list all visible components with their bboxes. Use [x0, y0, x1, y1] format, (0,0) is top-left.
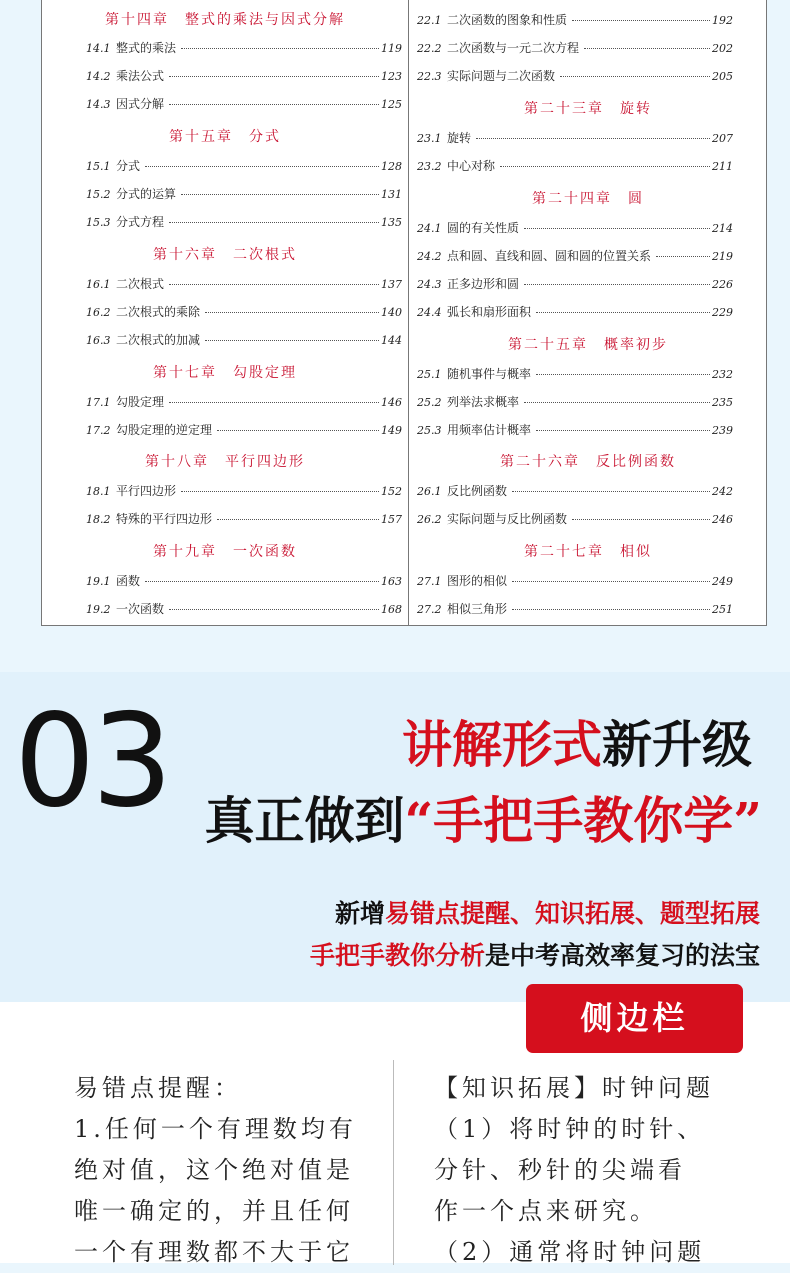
page-number: 192 — [712, 14, 733, 27]
section-number: 22.2 — [417, 42, 442, 55]
section-number: 15.1 — [86, 160, 111, 173]
section-title: 乘法公式 — [116, 69, 165, 83]
section-title: 正多边形和圆 — [447, 277, 520, 291]
dot-leader — [181, 491, 379, 492]
headline-dark-1: 新升级 — [602, 715, 752, 774]
toc-entry[interactable] — [417, 11, 733, 28]
toc-entry[interactable] — [417, 219, 733, 236]
toc-entry[interactable] — [417, 303, 733, 320]
section-title: 随机事件与概率 — [447, 367, 532, 381]
note-line: （1）将时钟的时针、 — [434, 1115, 706, 1143]
page-number: 214 — [712, 222, 733, 235]
section-title: 因式分解 — [116, 97, 165, 111]
toc-entry[interactable] — [417, 393, 733, 410]
sub2-red: 手把手教你分析 — [309, 941, 485, 970]
dot-leader — [512, 609, 710, 610]
toc-entry[interactable] — [86, 421, 402, 438]
chapter-heading: 第十五章 分式 — [169, 129, 281, 145]
section-number: 24.2 — [417, 250, 442, 263]
page-number: 235 — [712, 396, 733, 409]
chapter-heading: 第二十七章 相似 — [524, 544, 652, 560]
section-number: 19.1 — [86, 575, 111, 588]
toc-entry[interactable] — [417, 365, 733, 382]
section-number: 24.4 — [417, 306, 442, 319]
section-number: 15.3 — [86, 216, 111, 229]
page-number: 211 — [712, 160, 733, 173]
sub2-dark: 是中考高效率复习的法宝 — [484, 941, 760, 970]
section-title: 一次函数 — [116, 602, 165, 616]
toc-divider — [408, 0, 409, 626]
note-line: 作一个点来研究。 — [434, 1197, 658, 1225]
page-number: 149 — [381, 424, 402, 437]
toc-entry[interactable] — [86, 510, 402, 527]
chapter-heading: 第二十六章 反比例函数 — [500, 454, 676, 470]
toc-entry[interactable] — [417, 421, 733, 438]
section-number: 23.2 — [417, 160, 442, 173]
toc-entry[interactable] — [417, 247, 733, 264]
section-title: 弧长和扇形面积 — [447, 305, 532, 319]
chapter-heading: 第十四章 整式的乘法与因式分解 — [105, 12, 345, 28]
dot-leader — [169, 222, 379, 223]
section-number: 24.1 — [417, 222, 442, 235]
section-title: 中心对称 — [447, 159, 496, 173]
section-title: 平行四边形 — [116, 484, 177, 498]
dot-leader — [217, 519, 379, 520]
section-number: 27.1 — [417, 575, 442, 588]
page-number: 249 — [712, 575, 733, 588]
page-number: 146 — [381, 396, 402, 409]
section-number: 22.1 — [417, 14, 442, 27]
section-title: 旋转 — [447, 131, 472, 145]
chapter-heading: 第十九章 一次函数 — [153, 544, 297, 560]
headline-red-2: “手把手教你学” — [404, 791, 762, 850]
dot-leader — [217, 430, 379, 431]
toc-entry[interactable] — [417, 129, 733, 146]
section-number: 15.2 — [86, 188, 111, 201]
section-number: 27.2 — [417, 603, 442, 616]
page-number: 140 — [381, 306, 402, 319]
knowledge-extension-note — [434, 1068, 714, 1273]
section-number: 19.2 — [86, 603, 111, 616]
toc-entry[interactable] — [86, 482, 402, 499]
toc-entry[interactable] — [86, 39, 402, 56]
page-number: 205 — [712, 70, 733, 83]
page-number: 131 — [381, 188, 402, 201]
chapter-heading: 第十八章 平行四边形 — [145, 454, 305, 470]
toc-page — [41, 0, 767, 626]
section-title: 特殊的平行四边形 — [116, 512, 213, 526]
dot-leader — [512, 491, 710, 492]
toc-entry[interactable] — [417, 157, 733, 174]
dot-leader — [169, 104, 379, 105]
section-title: 勾股定理的逆定理 — [116, 423, 213, 437]
dot-leader — [169, 76, 379, 77]
dot-leader — [536, 374, 710, 375]
section-title: 勾股定理 — [116, 395, 165, 409]
section-title: 分式的运算 — [116, 187, 177, 201]
dot-leader — [572, 519, 710, 520]
sub1-dark: 新增 — [334, 899, 385, 928]
page-number: 128 — [381, 160, 402, 173]
section-title: 实际问题与反比例函数 — [447, 512, 568, 526]
page-number: 239 — [712, 424, 733, 437]
note-line: 1.任何一个有理数均有 — [74, 1115, 357, 1143]
dot-leader — [536, 430, 710, 431]
dot-leader — [656, 256, 710, 257]
page-number: 251 — [712, 603, 733, 616]
dot-leader — [145, 166, 379, 167]
page-number: 226 — [712, 278, 733, 291]
toc-entry[interactable] — [86, 95, 402, 112]
headline-line1 — [402, 715, 752, 774]
section-title: 二次根式的加减 — [116, 333, 201, 347]
section-number: 14.2 — [86, 70, 111, 83]
toc-entry[interactable] — [86, 213, 402, 230]
section-title: 分式方程 — [116, 215, 165, 229]
page-number: 242 — [712, 485, 733, 498]
toc-entry[interactable] — [86, 393, 402, 410]
note-line: 唯一确定的，并且任何 — [74, 1197, 354, 1225]
section-title: 列举法求概率 — [447, 395, 520, 409]
section-number: 22.3 — [417, 70, 442, 83]
toc-entry[interactable] — [417, 39, 733, 56]
section-title: 相似三角形 — [447, 602, 508, 616]
page-number: 168 — [381, 603, 402, 616]
section-number: 26.2 — [417, 513, 442, 526]
subheadline-1 — [335, 894, 760, 930]
toc-entry[interactable] — [86, 303, 402, 320]
dot-leader — [536, 312, 710, 313]
dot-leader — [584, 48, 710, 49]
toc-entry[interactable] — [86, 157, 402, 174]
toc-entry[interactable] — [417, 510, 733, 527]
section-number: 17.2 — [86, 424, 111, 437]
section-number: 25.2 — [417, 396, 442, 409]
section-title: 二次根式 — [116, 277, 165, 291]
dot-leader — [512, 581, 710, 582]
toc-entry[interactable] — [417, 275, 733, 292]
section-title: 用频率估计概率 — [447, 423, 532, 437]
note-line: 【知识拓展】时钟问题 — [434, 1074, 714, 1102]
dot-leader — [205, 312, 379, 313]
notes-divider — [393, 1060, 394, 1265]
dot-leader — [145, 581, 379, 582]
section-number: 14.1 — [86, 42, 111, 55]
toc-entry[interactable] — [86, 331, 402, 348]
section-number: 18.1 — [86, 485, 111, 498]
chapter-heading: 第十七章 勾股定理 — [153, 365, 297, 381]
toc-entry[interactable] — [417, 482, 733, 499]
dot-leader — [524, 402, 710, 403]
toc-entry[interactable] — [417, 67, 733, 84]
dot-leader — [560, 76, 710, 77]
page-number: 246 — [712, 513, 733, 526]
dot-leader — [500, 166, 710, 167]
section-number: 26.1 — [417, 485, 442, 498]
dot-leader — [524, 228, 710, 229]
section-title: 整式的乘法 — [116, 41, 177, 55]
headline-dark-2: 真正做到 — [204, 791, 405, 850]
section-title: 二次根式的乘除 — [116, 305, 201, 319]
headline-red-1: 讲解形式 — [402, 715, 602, 774]
headline-line2 — [204, 791, 762, 850]
page-number: 135 — [381, 216, 402, 229]
section-number: 03 — [14, 687, 169, 836]
page-number: 123 — [381, 70, 402, 83]
page-number: 157 — [381, 513, 402, 526]
page-number: 163 — [381, 575, 402, 588]
page-number: 207 — [712, 132, 733, 145]
dot-leader — [476, 138, 710, 139]
note-line: 绝对值，这个绝对值是 — [74, 1156, 354, 1184]
section-title: 二次函数的图象和性质 — [447, 13, 568, 27]
note-line: （2）通常将时钟问题 — [434, 1238, 706, 1266]
section-title: 圆的有关性质 — [447, 221, 520, 235]
toc-entry[interactable] — [417, 600, 733, 617]
page-number: 137 — [381, 278, 402, 291]
page-number: 202 — [712, 42, 733, 55]
page-number: 152 — [381, 485, 402, 498]
page-number: 119 — [381, 42, 402, 55]
page-number: 144 — [381, 334, 402, 347]
dot-leader — [169, 402, 379, 403]
chapter-heading: 第二十三章 旋转 — [524, 101, 652, 117]
section-title: 分式 — [116, 159, 141, 173]
sub1-red: 易错点提醒、知识拓展、题型拓展 — [384, 899, 760, 928]
toc-entry[interactable] — [86, 600, 402, 617]
feature-banner — [0, 672, 790, 1002]
section-title: 点和圆、直线和圆、圆和圆的位置关系 — [447, 249, 652, 263]
page-number: 125 — [381, 98, 402, 111]
note-line: 分针、秒针的尖端看 — [434, 1156, 686, 1184]
section-number: 25.3 — [417, 424, 442, 437]
toc-entry[interactable] — [417, 572, 733, 589]
page-number: 229 — [712, 306, 733, 319]
note-line: 一个有理数都不大于它 — [74, 1238, 354, 1266]
section-number: 16.2 — [86, 306, 111, 319]
section-title: 二次函数与一元二次方程 — [447, 41, 580, 55]
section-number: 18.2 — [86, 513, 111, 526]
error-reminder-note — [74, 1068, 357, 1273]
section-number: 16.1 — [86, 278, 111, 291]
section-number: 17.1 — [86, 396, 111, 409]
note-line: 易错点提醒： — [74, 1074, 242, 1102]
section-number: 16.3 — [86, 334, 111, 347]
section-number: 25.1 — [417, 368, 442, 381]
page-number: 232 — [712, 368, 733, 381]
dot-leader — [205, 340, 379, 341]
page-number: 219 — [712, 250, 733, 263]
subheadline-2 — [310, 936, 760, 972]
sidebar-button[interactable]: 侧边栏 — [526, 984, 743, 1053]
section-number: 24.3 — [417, 278, 442, 291]
dot-leader — [169, 284, 379, 285]
dot-leader — [181, 48, 379, 49]
dot-leader — [181, 194, 379, 195]
section-number: 23.1 — [417, 132, 442, 145]
chapter-heading: 第十六章 二次根式 — [153, 247, 297, 263]
dot-leader — [572, 20, 710, 21]
toc-entry[interactable] — [86, 185, 402, 202]
toc-entry[interactable] — [86, 572, 402, 589]
section-title: 图形的相似 — [447, 574, 508, 588]
section-title: 反比例函数 — [447, 484, 508, 498]
section-title: 实际问题与二次函数 — [447, 69, 556, 83]
chapter-heading: 第二十四章 圆 — [532, 191, 644, 207]
toc-entry[interactable] — [86, 67, 402, 84]
dot-leader — [524, 284, 710, 285]
chapter-heading: 第二十五章 概率初步 — [508, 337, 668, 353]
section-title: 函数 — [116, 574, 141, 588]
section-number: 14.3 — [86, 98, 111, 111]
dot-leader — [169, 609, 379, 610]
toc-entry[interactable] — [86, 275, 402, 292]
